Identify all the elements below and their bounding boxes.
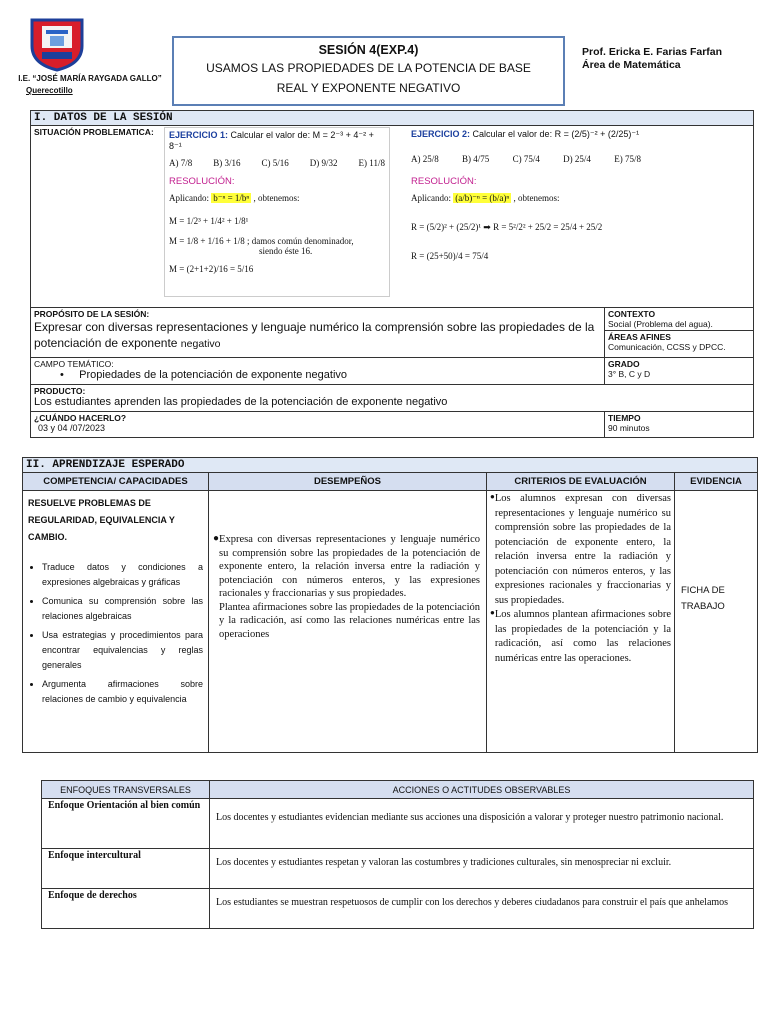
ex1-step-2: M = 1/8 + 1/16 + 1/8 ; damos común denominador, — [169, 236, 354, 246]
grado-label: GRADO — [608, 359, 640, 369]
ex2-obtain-text: , obtenemos: — [513, 193, 560, 203]
teacher-name: Prof. Ericka E. Farias Farfan — [582, 46, 723, 58]
ex2-statement: Calcular el valor de: R = (2/5)⁻² + (2/25)⁻¹ — [472, 129, 640, 139]
ex1-statement: Calcular el valor de: M = 2⁻³ + 4⁻² + 8⁻¹ — [169, 130, 374, 151]
ex2-apply-text: Aplicando: — [411, 193, 451, 203]
cuando-text: 03 y 04 /07/2023 — [38, 423, 106, 433]
section2-title: II. APRENDIZAJE ESPERADO — [23, 458, 758, 473]
ex2-option-e: E) 75/8 — [614, 154, 641, 164]
ex1-step-2b: siendo éste 16. — [259, 246, 313, 256]
ex1-obtain-text: , obtenemos: — [253, 193, 300, 203]
exercise-1-panel — [164, 127, 390, 297]
ex2-step-2: R = (25+50)/4 = 75/4 — [411, 251, 489, 261]
producto-label: PRODUCTO: — [34, 386, 86, 396]
capacidad-item: • Traduce datos y condiciones a expresiones algebraicas y gráficas — [42, 560, 203, 590]
col-header-criterios: CRITERIOS DE EVALUACIÓN — [487, 473, 675, 491]
grado-text: 3° B, C y D — [608, 369, 651, 379]
enfoque-action: Los estudiantes se muestran respetuosos de cumplir con los derechos y deberes ciudadanos para construir el país que anhelamos — [216, 897, 729, 908]
cuando-label: ¿CUÁNDO HACERLO? — [34, 413, 127, 423]
enfoque-name: Enfoque intercultural — [48, 850, 141, 861]
producto-text: Los estudiantes aprenden las propiedades de la potenciación de exponente negativo — [34, 396, 448, 408]
ex1-option-b: B) 3/16 — [213, 158, 241, 168]
ex2-label: EJERCICIO 2: — [411, 129, 471, 139]
col-header-acciones: ACCIONES O ACTITUDES OBSERVABLES — [210, 781, 754, 799]
capacidad-item: • Usa estrategias y procedimientos para encontrar equivalencias y reglas generales — [42, 628, 203, 673]
col-header-evidencia: EVIDENCIA — [675, 473, 758, 491]
ex1-option-e: E) 11/8 — [358, 158, 385, 168]
ex2-option-c: C) 75/4 — [512, 154, 540, 164]
section1-title: I. DATOS DE LA SESIÓN — [31, 111, 754, 126]
enfoque-action: Los docentes y estudiantes respetan y valoran las costumbres y tradiciones culturales, sin menospreciar ni excluir. — [216, 857, 672, 868]
ex1-formula: b⁻ⁿ = 1/bⁿ — [213, 193, 250, 203]
school-name: I.E. “JOSÉ MARÍA RAYGADA GALLO” — [18, 74, 162, 83]
ex1-option-a: A) 7/8 — [169, 158, 193, 168]
areas-text: Comunicación, CCSS y DPCC. — [608, 342, 726, 352]
situacion-label: SITUACIÓN PROBLEMATICA: — [34, 127, 154, 137]
col-header-desempenos: DESEMPEÑOS — [209, 473, 487, 491]
teacher-area: Área de Matemática — [582, 59, 681, 71]
ex1-resolution-label: RESOLUCIÓN: — [169, 176, 235, 187]
enfoque-name: Enfoque de derechos — [48, 890, 137, 901]
proposito-tail: negativo — [180, 338, 221, 350]
tiempo-text: 90 minutos — [608, 423, 650, 433]
campo-label: CAMPO TEMÁTICO: — [34, 359, 114, 369]
session-data-table: I. DATOS DE LA SESIÓN SITUACIÓN PROBLEMATICA: EJERCICIO 1: Calcular el valor de: M = 2⁻³ + 4⁻² + 8⁻¹ A) 7/8 B) 3/16 C) 5/16 D) 9/32 E) 11/8 RESOLUCIÓN: Aplicando: b⁻ⁿ = 1/bⁿ , obtenemos: M = 1/2³ + 1/4² + 1/8¹ M = 1/8 + 1/16 + 1/8 ; damos común denominador, siendo éste 16. M = (2+1+2)/16 = 5/16 EJERCICIO 2: Calcular el valor de: R = (2/5)⁻² + (2/25)⁻¹ A) 25/8 B) 4/75 C) 75/4 D) 25/4 E) 75/8 RESOLUCIÓN: Aplicando: (a/b)⁻ⁿ = (b/a)ⁿ , obtenemos: R = (5/2)² + (25/2)¹ ➡ R = 5²/2² + 25/2 = 25/4 + 25/2 R = (25+50)/4 = 75/4 PROPÓSITO DE LA SESIÓN: Expresar con diversas representaciones y lenguaje numérico la comprensión sobre las propiedades de la potenciación de exponente negativo CONTEXTO Social (Problema del agua). ÁREAS AFINES Comunicación, CCSS y DPCC. CAMPO TEMÁTICO: • Propiedades de la potenciación de exponente negativo GRADO 3° B, C y D PRODUCTO: Los estudiantes aprenden las propiedades de la potenciación de exponente negativo ¿CUÁNDO HACERLO? 03 y 04 /07/2023 TIEMPO 90 minutos — [30, 110, 754, 438]
contexto-label: CONTEXTO — [608, 309, 656, 319]
ex1-label: EJERCICIO 1: — [169, 130, 229, 140]
areas-label: ÁREAS AFINES — [605, 330, 753, 342]
ex2-step-1: R = (5/2)² + (25/2)¹ ➡ R = 5²/2² + 25/2 = 25/4 + 25/2 — [411, 222, 603, 232]
teacher-info — [582, 46, 722, 72]
school-crest-logo — [28, 16, 86, 72]
enfoque-action: Los docentes y estudiantes evidencian mediante sus acciones una disposición a valorar y proteger nuestro patrimonio nacional. — [216, 812, 724, 823]
session-subtitle: USAMOS LAS PROPIEDADES DE LA POTENCIA DE BASE REAL Y EXPONENTE NEGATIVO — [206, 61, 531, 95]
ex2-option-d: D) 25/4 — [563, 154, 591, 164]
ex2-resolution-label: RESOLUCIÓN: — [411, 176, 477, 187]
ex1-step-3: M = (2+1+2)/16 = 5/16 — [169, 264, 254, 274]
desempeno-2: Plantea afirmaciones sobre las propiedades de la potenciación y la radicación, así como las relaciones numéricas entre las operaciones — [219, 601, 480, 640]
enfoques-table — [41, 780, 754, 929]
criterio-1: Los alumnos expresan con diversas representaciones y lenguaje numérico su comprensión sobre las propiedades de la potenciación de exponente entero, la relación inversa entre la radiación y potenciación con números enteros, y las expresiones racionales y fraccionarias y sus propiedades. — [494, 493, 671, 606]
session-title: SESIÓN 4(EXP.4) — [318, 43, 419, 57]
ex2-formula: (a/b)⁻ⁿ = (b/a)ⁿ — [455, 193, 510, 203]
ex2-option-a: A) 25/8 — [411, 154, 439, 164]
proposito-label: PROPÓSITO DE LA SESIÓN: — [34, 309, 150, 319]
evidencia-text: FICHA DE TRABAJO — [681, 585, 725, 612]
col-header-competencia: COMPETENCIA/ CAPACIDADES — [23, 473, 209, 491]
school-town: Querecotillo — [26, 86, 73, 95]
col-header-enfoques: ENFOQUES TRANSVERSALES — [42, 781, 210, 799]
contexto-text: Social (Problema del agua). — [608, 319, 713, 329]
tiempo-label: TIEMPO — [608, 413, 641, 423]
campo-text: Propiedades de la potenciación de exponente negativo — [79, 369, 348, 381]
enfoque-name: Enfoque Orientación al bien común — [48, 800, 201, 811]
proposito-text: Expresar con diversas representaciones y lenguaje numérico la comprensión sobre las propiedades de la potenciación de exponente — [34, 320, 595, 350]
capacidad-item: • Argumenta afirmaciones sobre relaciones de cambio y equivalencia — [42, 677, 203, 707]
ex2-option-b: B) 4/75 — [462, 154, 490, 164]
ex1-option-d: D) 9/32 — [309, 158, 338, 168]
session-title-box — [172, 36, 565, 106]
learning-table: II. APRENDIZAJE ESPERADO COMPETENCIA/ CAPACIDADES DESEMPEÑOS CRITERIOS DE EVALUACIÓN EVIDENCIA RESUELVE PROBLEMAS DE REGULARIDAD, EQUIVALENCIA Y CAMBIO. • Traduce datos y condiciones a expresiones algebraicas y gráficas • Comunica su comprensión sobre las relaciones algebraicas • Usa estrategias y procedimientos para encontrar equivalencias y reglas generales • Argumenta afirmaciones sobre relaciones de cambio y equivalencia ● Expresa con diversas representaciones y lenguaje numérico su comprensión sobre las propiedades de la potenciación de exponente entero, la relación inversa entre la radiación y potenciación con números enteros, y las expresiones racionales y fraccionarias y sus propiedades. Plantea afirmaciones sobre las propiedades de la potenciación y la radicación, así como las relaciones numéricas entre las operaciones ● Los alumnos expresan con diversas representaciones y lenguaje numérico su comprensión sobre las propiedades de la potenciación de exponente entero, la relación inversa entre la radiación y potenciación con números enteros, y las expresiones racionales y fraccionarias y sus propiedades. ● Los alumnos plantean afirmaciones sobre las propiedades de la potenciación y la radicación, así como las relaciones numéricas entre las operaciones. FICHA DE TRABAJO — [22, 457, 758, 753]
ex1-apply-text: Aplicando: — [169, 193, 209, 203]
ex1-option-c: C) 5/16 — [261, 158, 289, 168]
ex1-step-1: M = 1/2³ + 1/4² + 1/8¹ — [169, 216, 249, 226]
exercise-2-panel — [407, 127, 657, 301]
capacidad-item: • Comunica su comprensión sobre las relaciones algebraicas — [42, 594, 203, 624]
competencia-text: RESUELVE PROBLEMAS DE REGULARIDAD, EQUIVALENCIA Y CAMBIO. — [28, 498, 175, 542]
desempeno-1: Expresa con diversas representaciones y lenguaje numérico su comprensión sobre las propiedades de la potenciación de exponente entero, la relación inversa entre la radiación y potenciación con números enteros, y las expresiones racionales y fraccionarias y sus propiedades. — [219, 534, 480, 599]
criterio-2: Los alumnos plantean afirmaciones sobre las propiedades de la potenciación y la radicación, así como las relaciones numéricas entre las operaciones. — [494, 609, 671, 664]
